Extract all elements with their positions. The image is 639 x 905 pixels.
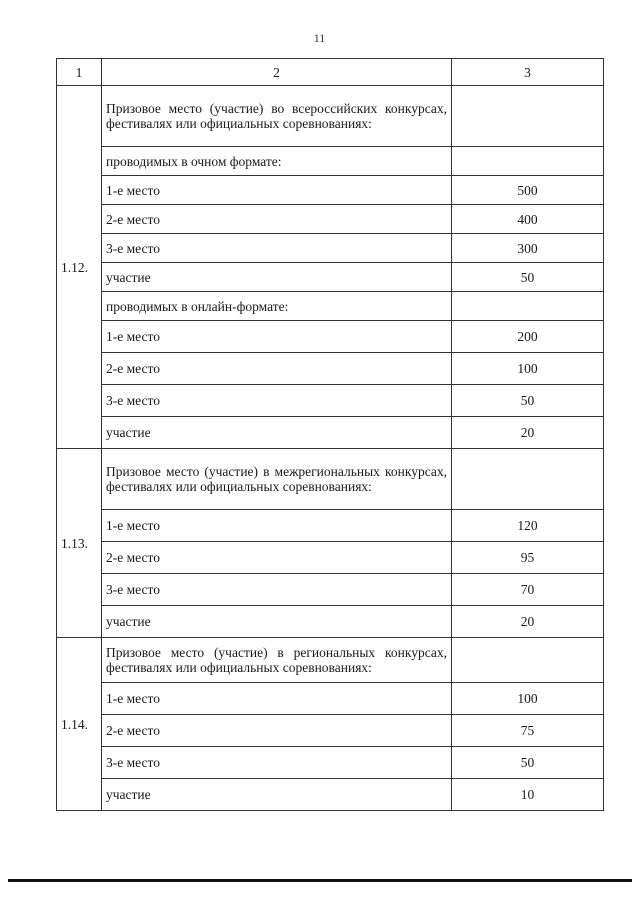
empty-value-cell (452, 147, 604, 176)
section-title: Призовое место (участие) во всероссийских конкурсах, фестивалях или официальных соревнованиях: (102, 86, 452, 147)
place-label: участие (102, 417, 452, 449)
table-row (57, 234, 604, 263)
points-value: 120 (452, 510, 604, 542)
table-row (57, 747, 604, 779)
place-label: 1-е место (102, 321, 452, 353)
table-row (57, 683, 604, 715)
table-row (57, 147, 604, 176)
section-title: Призовое место (участие) в региональных конкурсах, фестивалях или официальных соревнованиях: (102, 638, 452, 683)
points-value: 200 (452, 321, 604, 353)
subsection-title: проводимых в онлайн-формате: (102, 292, 452, 321)
place-label: 3-е место (102, 234, 452, 263)
points-value: 20 (452, 417, 604, 449)
points-value: 95 (452, 542, 604, 574)
points-value: 50 (452, 385, 604, 417)
bottom-rule (8, 879, 632, 882)
place-label: 1-е место (102, 176, 452, 205)
place-label: 3-е место (102, 574, 452, 606)
empty-value-cell (452, 449, 604, 510)
table-row (57, 574, 604, 606)
table-row (57, 205, 604, 234)
empty-value-cell (452, 86, 604, 147)
table-row (57, 542, 604, 574)
place-label: 2-е место (102, 715, 452, 747)
points-value: 100 (452, 353, 604, 385)
place-label: 3-е место (102, 747, 452, 779)
points-value: 10 (452, 779, 604, 811)
place-label: 3-е место (102, 385, 452, 417)
table-row (57, 606, 604, 638)
header-col-2: 2 (102, 59, 452, 86)
table-row (57, 638, 604, 683)
place-label: участие (102, 779, 452, 811)
table-row (57, 715, 604, 747)
section-number: 1.12. (57, 86, 102, 449)
awards-table (56, 58, 604, 811)
points-value: 20 (452, 606, 604, 638)
table-row (57, 263, 604, 292)
points-value: 100 (452, 683, 604, 715)
table-row (57, 176, 604, 205)
place-label: 2-е место (102, 542, 452, 574)
points-value: 300 (452, 234, 604, 263)
table-row (57, 449, 604, 510)
header-col-1: 1 (57, 59, 102, 86)
table-row (57, 417, 604, 449)
section-number: 1.13. (57, 449, 102, 638)
points-value: 500 (452, 176, 604, 205)
table-row (57, 385, 604, 417)
points-value: 50 (452, 263, 604, 292)
empty-value-cell (452, 638, 604, 683)
table-header-row (57, 59, 604, 86)
points-value: 400 (452, 205, 604, 234)
section-title: Призовое место (участие) в межрегиональных конкурсах, фестивалях или официальных соревнованиях: (102, 449, 452, 510)
section-number: 1.14. (57, 638, 102, 811)
table-row (57, 86, 604, 147)
points-value: 75 (452, 715, 604, 747)
place-label: 2-е место (102, 205, 452, 234)
table-row (57, 292, 604, 321)
table-row (57, 779, 604, 811)
subsection-title: проводимых в очном формате: (102, 147, 452, 176)
place-label: 1-е место (102, 683, 452, 715)
table-row (57, 321, 604, 353)
points-value: 70 (452, 574, 604, 606)
empty-value-cell (452, 292, 604, 321)
place-label: 2-е место (102, 353, 452, 385)
header-col-3: 3 (452, 59, 604, 86)
table-row (57, 353, 604, 385)
place-label: участие (102, 263, 452, 292)
points-value: 50 (452, 747, 604, 779)
page-number: 11 (313, 31, 326, 45)
table-row (57, 510, 604, 542)
place-label: 1-е место (102, 510, 452, 542)
place-label: участие (102, 606, 452, 638)
